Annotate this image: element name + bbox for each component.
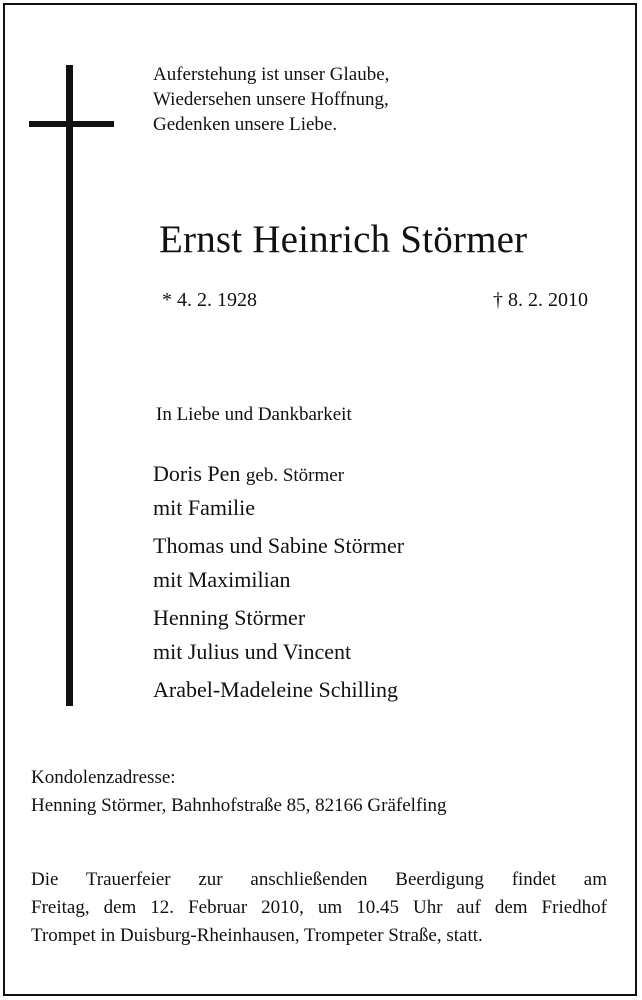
mourner-family: mit Julius und Vincent	[153, 639, 352, 664]
mourner-name: Arabel-Madeleine Schilling	[153, 677, 398, 702]
deceased-name: Ernst Heinrich Störmer	[159, 218, 528, 261]
motto-line: Wiedersehen unsere Hoffnung,	[153, 89, 389, 110]
funeral-notice	[31, 866, 607, 950]
motto-line: Auferstehung ist unser Glaube,	[153, 64, 390, 85]
cross-horizontal-bar	[29, 121, 114, 127]
condolence-address	[31, 764, 447, 820]
mourner-note: geb. Störmer	[245, 465, 345, 486]
funeral-notice-line: Die Trauerfeier zur anschließenden Beerdigung findet am	[31, 869, 607, 890]
funeral-notice-line: Trompet in Duisburg-Rheinhausen, Trompeter Straße, statt.	[31, 925, 483, 946]
mourner-family: mit Maximilian	[153, 567, 291, 592]
mourner-family: mit Familie	[153, 495, 256, 520]
mourner-name: Henning Störmer	[153, 605, 306, 630]
death-date: † 8. 2. 2010	[493, 289, 588, 311]
funeral-notice-line: Freitag, dem 12. Februar 2010, um 10.45 Uhr auf dem Friedhof	[31, 897, 607, 918]
condolence-label: Kondolenzadresse:	[31, 767, 176, 788]
cross-vertical-bar	[66, 65, 73, 706]
condolence-address-text: Henning Störmer, Bahnhofstraße 85, 82166 Gräfelfing	[31, 795, 447, 816]
mourners-list	[153, 457, 404, 707]
motto	[153, 62, 389, 137]
mourner-name: Thomas und Sabine Störmer	[153, 533, 405, 558]
mourner-name: Doris Pen	[153, 461, 241, 486]
dedication: In Liebe und Dankbarkeit	[156, 404, 352, 425]
birth-date: * 4. 2. 1928	[162, 289, 257, 311]
motto-line: Gedenken unsere Liebe.	[153, 114, 338, 135]
mourner-name-line	[153, 457, 404, 491]
